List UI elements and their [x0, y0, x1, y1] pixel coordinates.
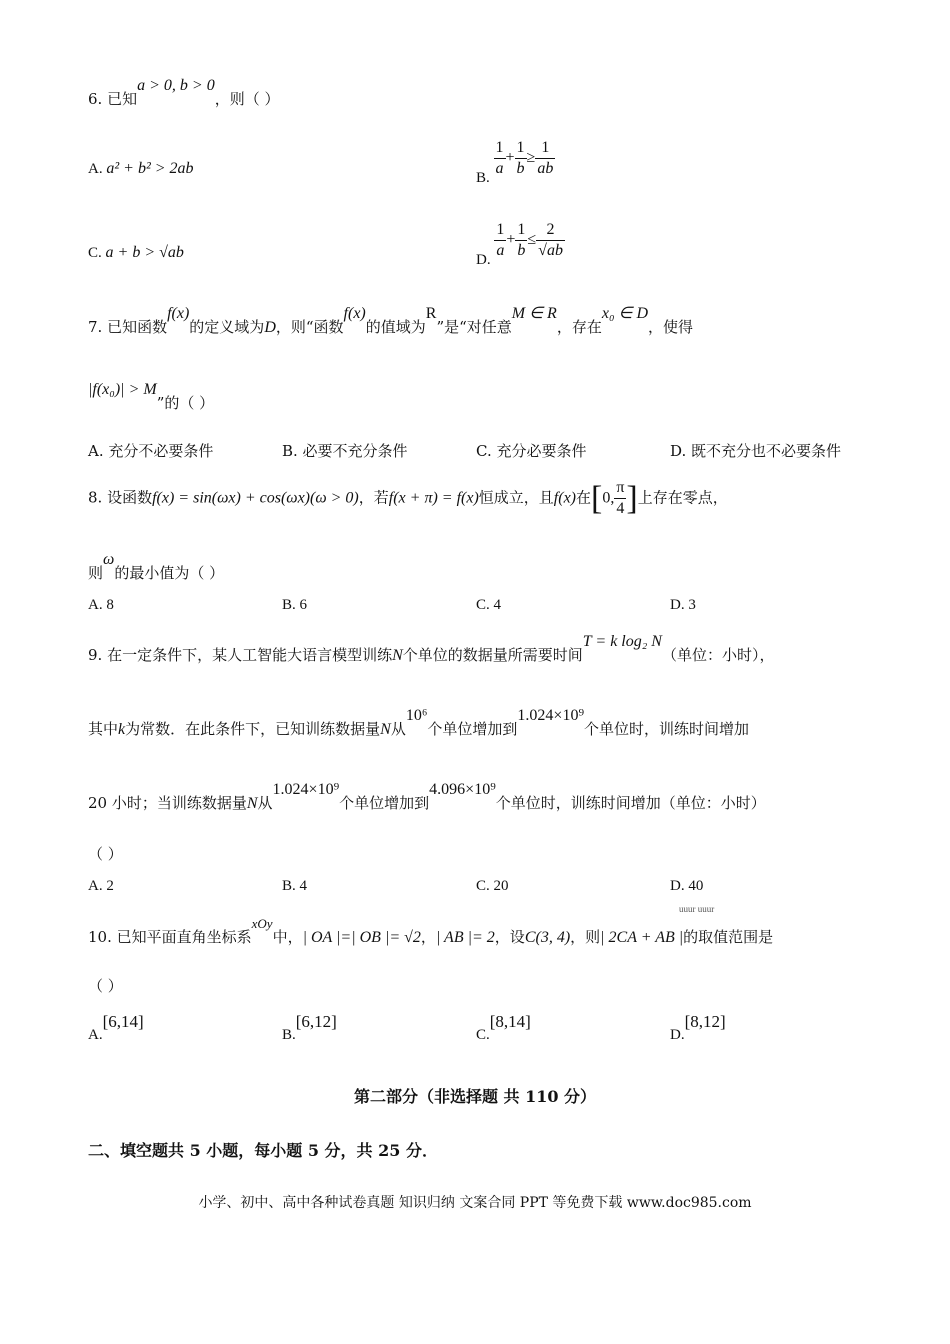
q7-option-b: B. 必要不充分条件	[282, 442, 408, 460]
q10-option-a: A.[6,14]	[88, 1012, 144, 1043]
q9-line4: （ ）	[88, 845, 123, 863]
q6-option-a: A. a² + b² > 2ab	[88, 160, 194, 177]
q10-option-d: D.[8,12]	[670, 1012, 726, 1043]
q9-option-a: A. 2	[88, 878, 114, 894]
q6-d-frac2: $\frac{1}{b}$	[517, 221, 526, 259]
q9-line1: 9. 在一定条件下，某人工智能大语言模型训练N个单位的数据量所需要时间T = k log₂ N（单位：小时），	[88, 633, 775, 664]
q7-option-d: D. 既不充分也不必要条件	[670, 442, 842, 460]
q8-interval: [	[591, 479, 603, 517]
q9-option-c: C. 20	[476, 878, 509, 894]
q9-line3: 20 小时；当训练数据量N从1.024×10⁹个单位增加到4.096×10⁹个单位时，训练时间增加（单位：小时）	[88, 781, 766, 812]
q6-option-b: B. $\frac{1}{a}$ + $\frac{1}{b}$ ≥ $\frac{1}{ab}$	[476, 139, 554, 186]
q7-option-a: A. 充分不必要条件	[88, 442, 214, 460]
q8-option-c: C. 4	[476, 597, 502, 613]
q6-b-frac1: $\frac{1}{a}$	[495, 139, 504, 177]
q8-option-a: A. 8	[88, 597, 114, 613]
q6-option-d: D. $\frac{1}{a}$ + $\frac{1}{b}$ ≤ $\frac{2}{√ab}$	[476, 221, 563, 268]
q8-line2: 则ω的最小值为（ ）	[88, 551, 225, 582]
q10-line2: （ ）	[88, 977, 123, 995]
q8-line1: 8. 设函数f(x) = sin(ωx) + cos(ωx)(ω > 0)，若f(x + π) = f(x)恒成立，且f(x)在[0, $\frac{\pi}{4}$ ]上存在零点，	[88, 479, 728, 517]
q10-vector-arrows: uuur uuur	[679, 904, 715, 914]
q9-option-d: D. 40	[670, 878, 704, 894]
q10-option-b: B.[6,12]	[282, 1012, 337, 1043]
part2-title: 第二部分（非选择题 共 110 分）	[353, 1087, 597, 1106]
q6-stem: 6. 已知a > 0, b > 0，则（ ）	[88, 77, 280, 108]
q8-option-b: B. 6	[282, 597, 308, 613]
q6-d-frac1: $\frac{1}{a}$	[496, 221, 505, 259]
q9-option-b: B. 4	[282, 878, 308, 894]
q8-option-d: D. 3	[670, 597, 696, 613]
q7-option-c: C. 充分必要条件	[476, 442, 587, 460]
q6-b-frac2: $\frac{1}{b}$	[516, 139, 525, 177]
footer: 小学、初中、高中各种试卷真题 知识归纳 文案合同 PPT 等免费下载 www.doc985.com	[198, 1195, 752, 1211]
q6-option-c: C. a + b > √ab	[88, 244, 184, 261]
section2-heading: 二、填空题共 5 小题，每小题 5 分，共 25 分．	[88, 1141, 438, 1160]
q6-condition: a > 0, b > 0	[137, 77, 215, 94]
q7-line2: |f(x₀)| > M”的（ ）	[88, 381, 215, 412]
q9-line2: 其中k为常数．在此条件下，已知训练数据量N从10⁶个单位增加到1.024×10⁹个单位时，训练时间增加	[88, 707, 750, 738]
q7-line1: 7. 已知函数f(x)的定义域为D，则“函数f(x)的值域为R”是“对任意M ∈ R，存在x₀ ∈ D，使得	[88, 305, 694, 336]
q6-d-frac3: $\frac{2}{√ab}$	[538, 221, 563, 259]
q8-interval-frac: $\frac{\pi}{4}$	[616, 479, 625, 517]
q10-option-c: C.[8,14]	[476, 1012, 531, 1043]
q6-b-frac3: $\frac{1}{ab}$	[537, 139, 554, 177]
q10-line1: 10. 已知平面直角坐标系xOy中，| OA |=| OB |= √2，| AB |= 2，设C(3, 4)，则| 2CA + AB |的取值范围是	[88, 916, 774, 946]
